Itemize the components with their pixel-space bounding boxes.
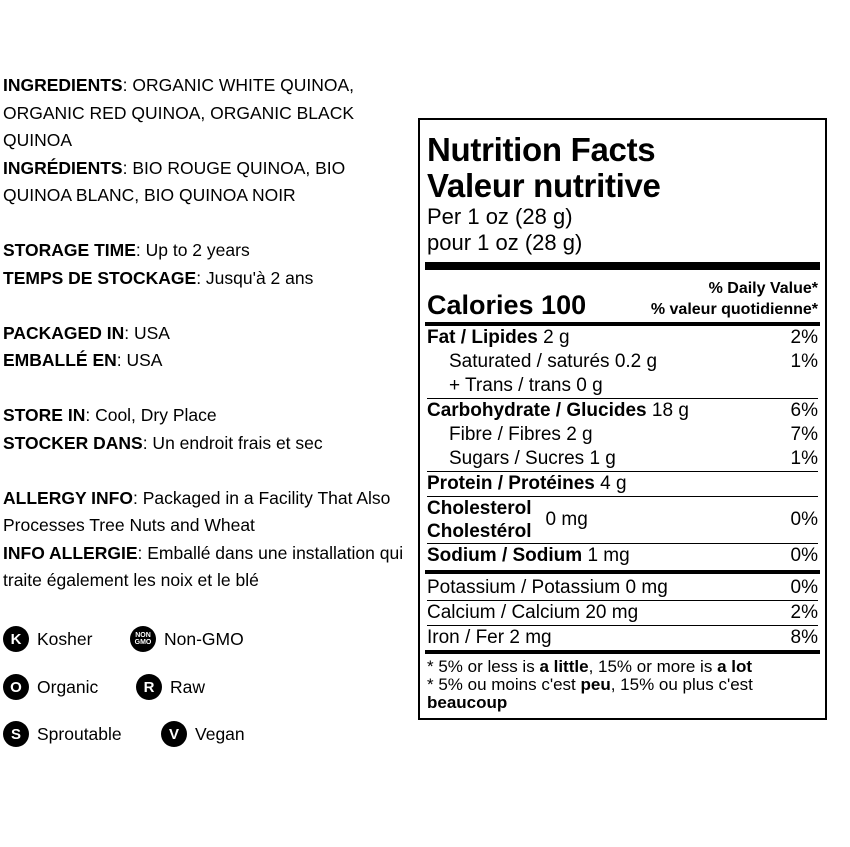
sodium-row bbox=[427, 543, 818, 568]
fibre-row bbox=[427, 423, 818, 447]
ingredients-text: : ORGANIC WHITE QUINOA, ORGANIC RED QUINOA, ORGANIC BLACK QUINOA bbox=[3, 75, 355, 150]
sugars-percent: 1% bbox=[790, 448, 818, 469]
daily-value-en: % Daily Value* bbox=[708, 280, 818, 297]
store-en bbox=[3, 402, 418, 430]
cholesterol-fr: Cholestérol bbox=[427, 521, 532, 542]
store-fr-text: : Un endroit frais et sec bbox=[142, 432, 323, 453]
cholesterol-row bbox=[427, 496, 818, 543]
trans-row bbox=[427, 374, 818, 398]
protein-label: Protein / Protéines bbox=[427, 473, 595, 494]
storage-text: : Up to 2 years bbox=[135, 240, 250, 260]
kosher-badge bbox=[3, 626, 92, 652]
storage-fr-label: TEMPS DE STOCKAGE bbox=[3, 267, 197, 288]
ingredients-fr bbox=[3, 155, 418, 210]
carbohydrate-percent: 6% bbox=[790, 400, 818, 421]
organic-badge bbox=[3, 674, 98, 700]
footnote-fr-d: beaucoup bbox=[427, 693, 508, 712]
allergy-text: : Packaged in a Facility That Also Processes Tree Nuts and Wheat bbox=[3, 487, 391, 535]
fat-label: Fat / Lipides bbox=[427, 327, 538, 348]
packaged-text: : USA bbox=[124, 322, 170, 343]
store-fr bbox=[3, 430, 418, 458]
footnote-fr-c: , 15% ou plus c'est bbox=[610, 675, 753, 694]
fat-row bbox=[427, 326, 818, 350]
iron-percent: 8% bbox=[790, 627, 818, 648]
vegan-label: Vegan bbox=[195, 723, 245, 744]
calories-label: Calories 100 bbox=[427, 290, 587, 320]
footnote-fr-a: * 5% ou moins c'est bbox=[427, 675, 581, 694]
cholesterol-en: Cholesterol bbox=[427, 498, 532, 519]
product-info bbox=[3, 72, 418, 595]
sproutable-icon: S bbox=[3, 721, 29, 747]
ingredients-fr-label: INGRÉDIENTS bbox=[3, 157, 123, 178]
serving-size-en: Per 1 oz (28 g) bbox=[427, 204, 573, 229]
daily-value-fr: % valeur quotidienne* bbox=[650, 301, 818, 318]
nutrition-title-fr: Valeur nutritive bbox=[427, 167, 661, 204]
potassium-percent: 0% bbox=[790, 577, 818, 598]
fat-amount: 2 g bbox=[543, 327, 570, 348]
carbohydrate-label: Carbohydrate / Glucides bbox=[427, 400, 647, 421]
sodium-label: Sodium / Sodium bbox=[427, 545, 583, 566]
allergy-fr bbox=[3, 540, 418, 595]
non-gmo-badge bbox=[130, 626, 244, 652]
allergy-fr-label: INFO ALLERGIE bbox=[3, 542, 138, 563]
fibre-label: Fibre / Fibres 2 g bbox=[449, 424, 593, 445]
raw-icon: R bbox=[136, 674, 162, 700]
packaged-fr-text: : USA bbox=[116, 350, 163, 370]
thick-divider bbox=[425, 262, 820, 270]
sugars-row bbox=[427, 447, 818, 471]
calcium-percent: 2% bbox=[790, 602, 818, 623]
kosher-icon: K bbox=[3, 626, 29, 652]
nutrition-facts-panel bbox=[418, 118, 827, 720]
storage-label: STORAGE TIME bbox=[3, 240, 136, 260]
vegan-icon: V bbox=[161, 721, 187, 747]
carbohydrate-row bbox=[427, 398, 818, 423]
sugars-label: Sugars / Sucres 1 g bbox=[449, 448, 616, 469]
serving-size-fr: pour 1 oz (28 g) bbox=[427, 230, 583, 255]
fat-percent: 2% bbox=[790, 327, 818, 348]
organic-icon: O bbox=[3, 674, 29, 700]
non-gmo-icon-bottom: GMO bbox=[134, 639, 152, 646]
raw-badge bbox=[136, 674, 205, 700]
organic-label: Organic bbox=[37, 676, 99, 697]
fibre-percent: 7% bbox=[790, 424, 818, 445]
footnote-en-b: a little bbox=[539, 657, 589, 676]
ingredients-fr-text: : BIO ROUGE QUINOA, BIO QUINOA BLANC, BIO QUINOA NOIR bbox=[3, 157, 346, 205]
sodium-percent: 0% bbox=[790, 545, 818, 566]
footnote-en bbox=[427, 658, 818, 676]
potassium-row bbox=[427, 574, 818, 600]
storage-en bbox=[3, 237, 418, 265]
cholesterol-label bbox=[427, 497, 532, 543]
cholesterol-percent: 0% bbox=[790, 509, 818, 530]
kosher-label: Kosher bbox=[37, 628, 93, 649]
calcium-row bbox=[427, 600, 818, 625]
saturated-label: Saturated / saturés 0.2 g bbox=[449, 351, 658, 372]
protein-amount: 4 g bbox=[600, 473, 627, 494]
protein-row bbox=[427, 471, 818, 496]
calories-row bbox=[427, 270, 818, 322]
footnote-en-c: , 15% or more is bbox=[588, 657, 718, 676]
footnote-en-d: a lot bbox=[717, 657, 753, 676]
sproutable-badge bbox=[3, 721, 122, 747]
potassium-label: Potassium / Potassium 0 mg bbox=[427, 577, 668, 598]
store-text: : Cool, Dry Place bbox=[85, 405, 217, 425]
sodium-amount: 1 mg bbox=[587, 545, 630, 566]
non-gmo-icon bbox=[130, 626, 156, 652]
footnote-fr-b: peu bbox=[580, 675, 611, 694]
carbohydrate-amount: 18 g bbox=[651, 400, 689, 421]
allergy-en bbox=[3, 485, 418, 540]
storage-fr-text: : Jusqu'à 2 ans bbox=[196, 267, 314, 288]
ingredients-label: INGREDIENTS bbox=[3, 75, 123, 95]
saturated-row bbox=[427, 350, 818, 374]
store-fr-label: STOCKER DANS bbox=[3, 432, 143, 453]
daily-value-header bbox=[651, 278, 818, 320]
ingredients-en bbox=[3, 72, 418, 155]
trans-label: + Trans / trans 0 g bbox=[449, 375, 603, 396]
footnote-en-a: * 5% or less is bbox=[427, 657, 540, 676]
store-label: STORE IN bbox=[3, 405, 86, 425]
iron-row bbox=[427, 625, 818, 650]
sproutable-label: Sproutable bbox=[37, 723, 122, 744]
non-gmo-label: Non-GMO bbox=[164, 628, 244, 649]
footnote bbox=[425, 650, 820, 712]
vegan-badge bbox=[161, 721, 245, 747]
packaged-fr bbox=[3, 347, 418, 375]
packaged-en bbox=[3, 320, 418, 348]
packaged-fr-label: EMBALLÉ EN bbox=[3, 350, 117, 370]
footnote-fr bbox=[427, 676, 818, 712]
raw-label: Raw bbox=[170, 676, 206, 697]
allergy-label: ALLERGY INFO bbox=[3, 487, 133, 508]
saturated-percent: 1% bbox=[790, 351, 818, 372]
allergy-fr-text: : Emballé dans une installation qui traite également les noix et le blé bbox=[3, 542, 404, 590]
storage-fr bbox=[3, 265, 418, 293]
cholesterol-amount: 0 mg bbox=[545, 509, 588, 530]
nutrition-title-en: Nutrition Facts bbox=[427, 131, 656, 168]
calcium-label: Calcium / Calcium 20 mg bbox=[427, 602, 639, 623]
packaged-label: PACKAGED IN bbox=[3, 322, 125, 343]
non-gmo-icon-top: NON bbox=[135, 632, 151, 639]
iron-label: Iron / Fer 2 mg bbox=[427, 627, 552, 648]
